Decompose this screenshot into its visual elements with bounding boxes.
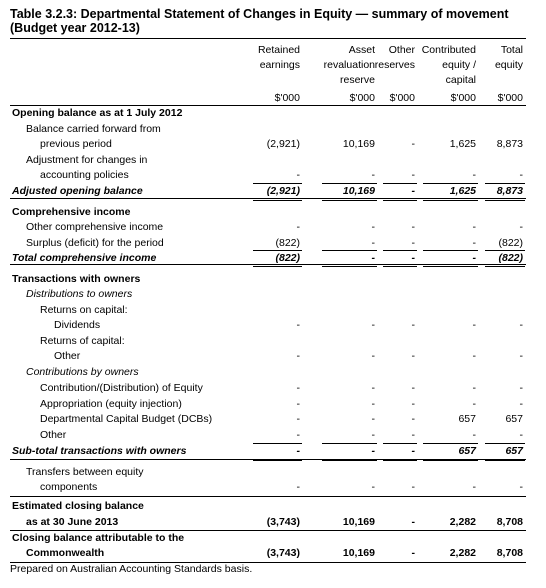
row-label: Transfers between equity — [26, 466, 144, 478]
row-label: Estimated closing balance — [12, 500, 144, 512]
column-unit: $'000 — [497, 92, 523, 104]
row-label: accounting policies — [40, 169, 129, 181]
cell-value: 10,169 — [342, 138, 375, 150]
cell-value: - — [411, 429, 415, 441]
table-rule — [10, 264, 526, 265]
cell-value: - — [411, 382, 415, 394]
subtotal-line — [322, 200, 377, 201]
cell-value: - — [472, 481, 476, 493]
subtotal-line — [485, 250, 525, 251]
cell-value: - — [519, 169, 523, 181]
column-unit: $'000 — [450, 92, 476, 104]
cell-value: - — [472, 221, 476, 233]
cell-value: - — [411, 413, 415, 425]
table-rule — [10, 530, 526, 531]
cell-value: - — [472, 398, 476, 410]
row-label: Commonwealth — [26, 547, 105, 559]
cell-value: 8,708 — [496, 547, 523, 559]
cell-value: 657 — [458, 445, 476, 457]
cell-value: - — [472, 237, 476, 249]
cell-value: - — [296, 398, 300, 410]
cell-value: - — [371, 319, 375, 331]
cell-value: - — [296, 413, 300, 425]
cell-value: - — [371, 350, 375, 362]
row-label: Departmental Capital Budget (DCBs) — [40, 413, 213, 425]
cell-value: - — [519, 382, 523, 394]
cell-value: - — [411, 169, 415, 181]
subtotal-line — [253, 200, 302, 201]
cell-value: 2,282 — [449, 516, 476, 528]
cell-value: - — [296, 481, 300, 493]
cell-value: - — [519, 319, 523, 331]
cell-value: (822) — [498, 252, 523, 264]
cell-value: - — [296, 382, 300, 394]
cell-value: - — [472, 382, 476, 394]
column-header-line: earnings — [259, 59, 300, 71]
subtotal-line — [253, 250, 302, 251]
cell-value: - — [411, 350, 415, 362]
row-label: Total comprehensive income — [12, 252, 157, 264]
row-label: Comprehensive income — [12, 206, 131, 218]
cell-value: 10,169 — [342, 185, 375, 197]
row-label: Contributions by owners — [26, 366, 139, 378]
column-header-line: Asset — [348, 44, 375, 56]
cell-value: - — [411, 445, 415, 457]
cell-value: - — [371, 398, 375, 410]
subtotal-line — [485, 266, 525, 267]
column-header-line: Other — [388, 44, 415, 56]
column-unit: $'000 — [389, 92, 415, 104]
cell-value: - — [371, 252, 375, 264]
subtotal-line — [322, 250, 377, 251]
subtotal-line — [423, 183, 478, 184]
subtotal-line — [423, 443, 478, 444]
subtotal-line — [253, 266, 302, 267]
subtotal-line — [322, 266, 377, 267]
cell-value: - — [472, 252, 476, 264]
row-label: previous period — [40, 138, 112, 150]
column-unit: $'000 — [274, 92, 300, 104]
cell-value: (3,743) — [266, 516, 300, 528]
row-label: Other — [54, 350, 81, 362]
cell-value: - — [371, 221, 375, 233]
column-header-line: reserves — [374, 59, 415, 71]
row-label: Appropriation (equity injection) — [40, 398, 182, 410]
cell-value: - — [472, 429, 476, 441]
subtotal-line — [485, 460, 525, 461]
cell-value: - — [411, 221, 415, 233]
subtotal-line — [383, 183, 417, 184]
column-header-line: Retained — [257, 44, 300, 56]
row-label: Returns of capital: — [40, 335, 125, 347]
row-label: Contribution/(Distribution) of Equity — [40, 382, 203, 394]
row-label: Closing balance attributable to the — [12, 532, 185, 544]
cell-value: - — [296, 445, 300, 457]
subtotal-line — [485, 200, 525, 201]
subtotal-line — [322, 460, 377, 461]
cell-value: - — [371, 413, 375, 425]
table-rule — [10, 38, 526, 39]
column-header-line: revaluation — [323, 59, 375, 71]
cell-value: - — [296, 221, 300, 233]
row-label: Dividends — [54, 319, 101, 331]
row-label: Returns on capital: — [40, 304, 128, 316]
cell-value: - — [371, 382, 375, 394]
subtotal-line — [423, 250, 478, 251]
subtotal-line — [423, 460, 478, 461]
subtotal-line — [383, 266, 417, 267]
table-rule — [10, 198, 526, 199]
cell-value: - — [371, 481, 375, 493]
column-unit: $'000 — [349, 92, 375, 104]
subtotal-line — [485, 443, 525, 444]
row-label: Sub-total transactions with owners — [12, 445, 187, 457]
cell-value: (2,921) — [266, 138, 300, 150]
cell-value: - — [411, 252, 415, 264]
cell-value: (822) — [275, 237, 300, 249]
cell-value: - — [371, 237, 375, 249]
subtotal-line — [383, 200, 417, 201]
cell-value: - — [519, 481, 523, 493]
cell-value: 657 — [505, 445, 523, 457]
subtotal-line — [322, 183, 377, 184]
row-label: Other — [40, 429, 67, 441]
column-header-line: capital — [445, 74, 476, 86]
cell-value: (3,743) — [266, 547, 300, 559]
cell-value: - — [411, 481, 415, 493]
cell-value: 657 — [458, 413, 476, 425]
subtotal-line — [253, 460, 302, 461]
cell-value: 8,873 — [496, 138, 523, 150]
column-header-line: equity / — [442, 59, 476, 71]
subtotal-line — [383, 250, 417, 251]
table-rule — [10, 105, 526, 106]
subtotal-line — [383, 460, 417, 461]
cell-value: - — [519, 221, 523, 233]
row-label: Opening balance as at 1 July 2012 — [12, 107, 183, 119]
row-label: as at 30 June 2013 — [26, 516, 119, 528]
row-label: Other comprehensive income — [26, 221, 164, 233]
cell-value: 10,169 — [342, 547, 375, 559]
table-rule — [10, 459, 526, 460]
cell-value: - — [296, 350, 300, 362]
row-label: Adjusted opening balance — [12, 185, 143, 197]
row-label: Balance carried forward from — [26, 123, 161, 135]
column-header-line: reserve — [339, 74, 375, 86]
cell-value: - — [371, 429, 375, 441]
cell-value: (2,921) — [266, 185, 300, 197]
subtotal-line — [485, 183, 525, 184]
subtotal-line — [253, 443, 302, 444]
table-rule — [10, 496, 526, 497]
cell-value: - — [472, 319, 476, 331]
row-label: Distributions to owners — [26, 288, 133, 300]
cell-value: - — [472, 169, 476, 181]
cell-value: - — [519, 429, 523, 441]
cell-value: 10,169 — [342, 516, 375, 528]
subtotal-line — [253, 183, 302, 184]
cell-value: - — [519, 398, 523, 410]
subtotal-line — [383, 443, 417, 444]
table-footnote: Prepared on Australian Accounting Standards basis. — [10, 563, 253, 575]
subtotal-line — [322, 443, 377, 444]
cell-value: (822) — [498, 237, 523, 249]
cell-value: 8,873 — [496, 185, 523, 197]
cell-value: - — [371, 445, 375, 457]
column-header-line: Total — [500, 44, 523, 56]
table-title: Table 3.2.3: Departmental Statement of Changes in Equity — summary of movement (Budget year 2012-13) — [10, 7, 509, 35]
cell-value: - — [371, 169, 375, 181]
cell-value: 2,282 — [449, 547, 476, 559]
cell-value: - — [411, 138, 415, 150]
cell-value: 1,625 — [449, 138, 476, 150]
cell-value: 8,708 — [496, 516, 523, 528]
column-header-line: Contributed — [421, 44, 476, 56]
row-label: Surplus (deficit) for the period — [26, 237, 164, 249]
cell-value: - — [411, 516, 415, 528]
column-header-line: equity — [494, 59, 523, 71]
cell-value: 1,625 — [449, 185, 476, 197]
cell-value: - — [411, 237, 415, 249]
cell-value: - — [411, 185, 415, 197]
row-label: components — [40, 481, 98, 493]
cell-value: (822) — [275, 252, 300, 264]
cell-value: - — [411, 398, 415, 410]
cell-value: - — [296, 319, 300, 331]
subtotal-line — [423, 266, 478, 267]
subtotal-line — [423, 200, 478, 201]
row-label: Transactions with owners — [12, 273, 141, 285]
cell-value: - — [472, 350, 476, 362]
cell-value: - — [519, 350, 523, 362]
cell-value: 657 — [505, 413, 523, 425]
cell-value: - — [411, 547, 415, 559]
row-label: Adjustment for changes in — [26, 154, 148, 166]
cell-value: - — [296, 169, 300, 181]
cell-value: - — [296, 429, 300, 441]
cell-value: - — [411, 319, 415, 331]
